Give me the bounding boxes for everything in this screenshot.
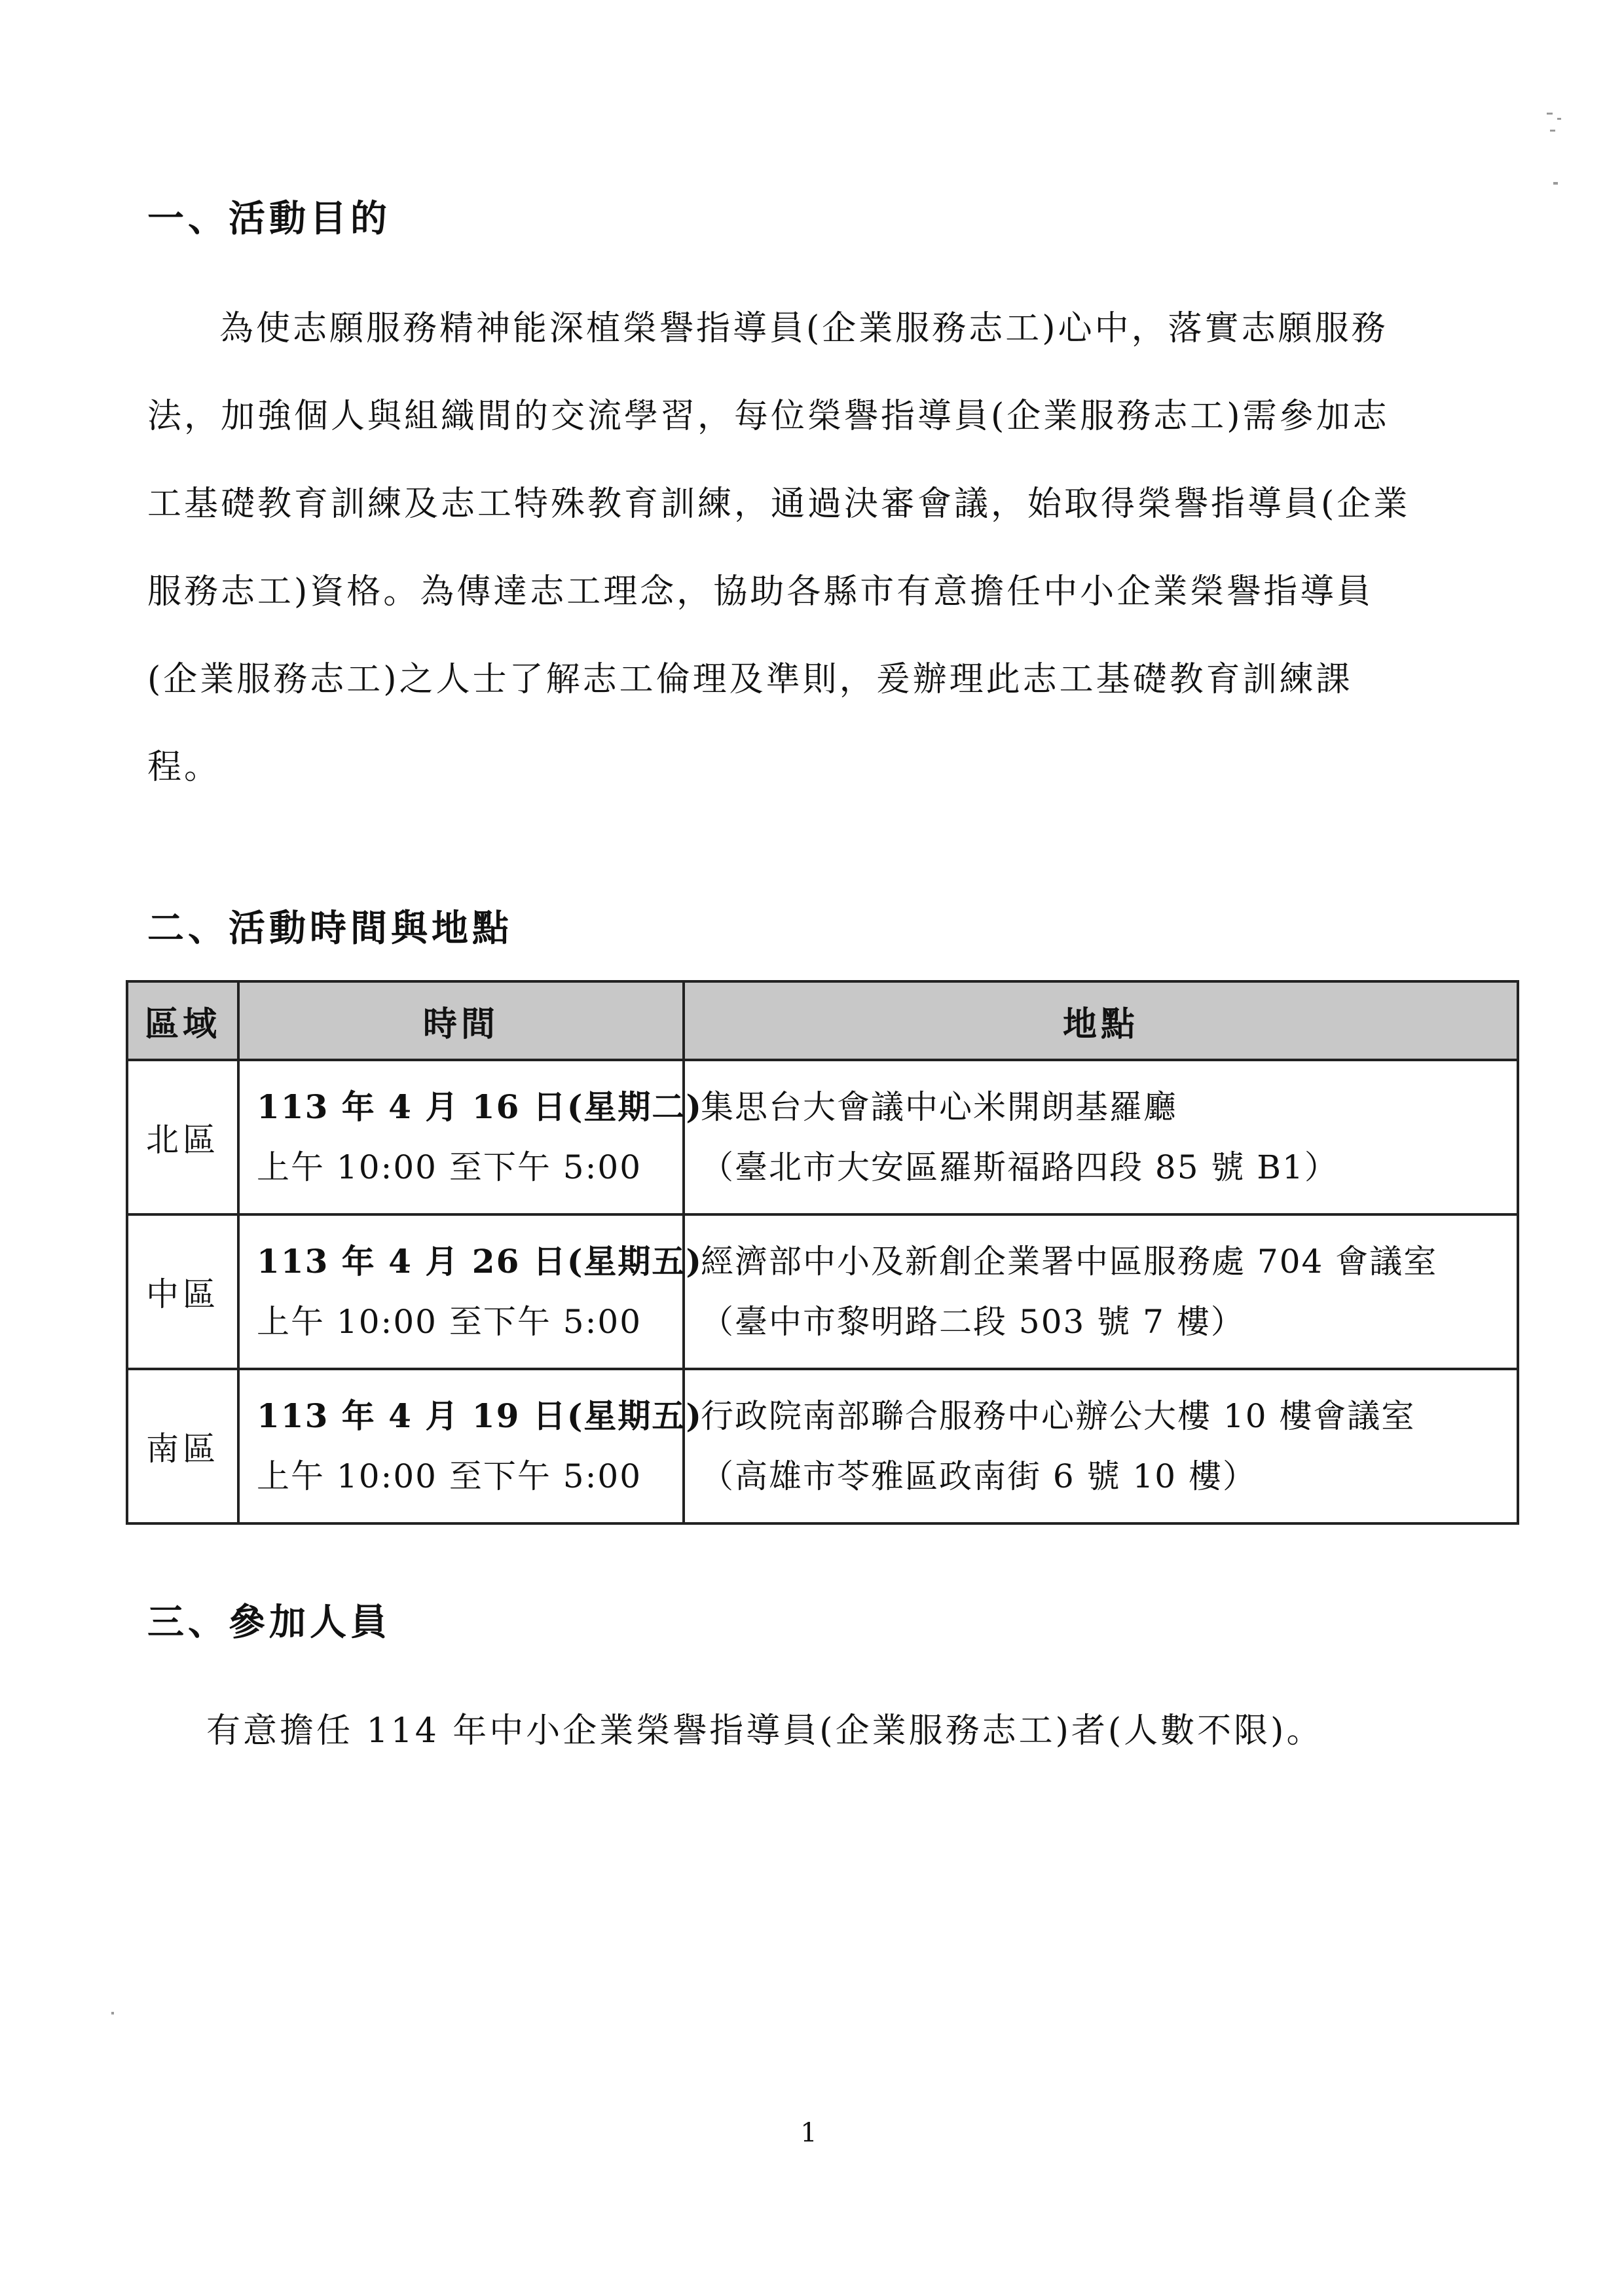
scan-mark xyxy=(1547,113,1553,115)
schedule-header-row xyxy=(127,981,1518,1060)
event-hours: 上午 10:00 至下午 5:00 xyxy=(257,1303,642,1341)
purpose-paragraph-line: 法，加強個人與組織間的交流學習，每位榮譽指導員(企業服務志工)需參加志 xyxy=(147,397,1390,436)
scan-mark xyxy=(111,2012,114,2014)
venue-name: 行政院南部聯合服務中心辦公大樓 10 樓會議室 xyxy=(701,1397,1416,1435)
venue-name: 集思台大會議中心米開朗基羅廳 xyxy=(701,1088,1177,1126)
table-row xyxy=(127,1214,1518,1369)
place-cell xyxy=(684,1060,1518,1214)
scan-mark xyxy=(1553,182,1558,185)
purpose-paragraph-line: (企業服務志工)之人士了解志工倫理及準則，爰辦理此志工基礎教育訓練課 xyxy=(147,660,1353,699)
region-cell: 北區 xyxy=(127,1060,238,1214)
event-date: 113 年 4 月 19 日(星期五) xyxy=(257,1396,703,1435)
schedule-table xyxy=(126,980,1519,1525)
table-row xyxy=(127,1060,1518,1214)
event-hours: 上午 10:00 至下午 5:00 xyxy=(257,1457,642,1495)
scan-mark xyxy=(1550,130,1555,132)
purpose-paragraph-line: 服務志工)資格。為傳達志工理念，協助各縣市有意擔任中小企業榮譽指導員 xyxy=(147,572,1374,611)
place-cell xyxy=(684,1214,1518,1369)
page-number: 1 xyxy=(800,2118,817,2148)
section-heading-participants: 三、參加人員 xyxy=(147,1601,391,1644)
venue-name: 經濟部中小及新創企業署中區服務處 704 會議室 xyxy=(701,1243,1438,1281)
purpose-paragraph-line: 工基礎教育訓練及志工特殊教育訓練，通過決審會議，始取得榮譽指導員(企業 xyxy=(147,484,1411,524)
venue-address: （臺中市黎明路二段 503 號 7 樓） xyxy=(701,1303,1245,1341)
section-heading-schedule: 二、活動時間與地點 xyxy=(147,907,513,950)
time-cell xyxy=(238,1214,703,1369)
purpose-paragraph-line: 程。 xyxy=(147,748,221,787)
column-header-place: 地點 xyxy=(684,981,1518,1060)
place-cell xyxy=(684,1369,1518,1523)
time-cell xyxy=(238,1060,703,1214)
participants-paragraph: 有意擔任 114 年中小企業榮譽指導員(企業服務志工)者(人數不限)。 xyxy=(206,1711,1323,1751)
column-header-region: 區域 xyxy=(127,981,238,1060)
region-cell: 中區 xyxy=(127,1214,238,1369)
purpose-paragraph-line: 為使志願服務精神能深植榮譽指導員(企業服務志工)心中，落實志願服務 xyxy=(219,309,1388,348)
section-heading-purpose: 一、活動目的 xyxy=(147,197,391,240)
table-row xyxy=(127,1369,1518,1523)
event-date: 113 年 4 月 26 日(星期五) xyxy=(257,1242,703,1281)
venue-address: （臺北市大安區羅斯福路四段 85 號 B1） xyxy=(701,1148,1338,1186)
time-cell xyxy=(238,1369,703,1523)
column-header-time: 時間 xyxy=(238,981,684,1060)
event-hours: 上午 10:00 至下午 5:00 xyxy=(257,1148,642,1186)
event-date: 113 年 4 月 16 日(星期二) xyxy=(257,1087,703,1126)
region-cell: 南區 xyxy=(127,1369,238,1523)
venue-address: （高雄市苓雅區政南街 6 號 10 樓） xyxy=(701,1457,1257,1495)
scan-mark xyxy=(1557,118,1561,120)
